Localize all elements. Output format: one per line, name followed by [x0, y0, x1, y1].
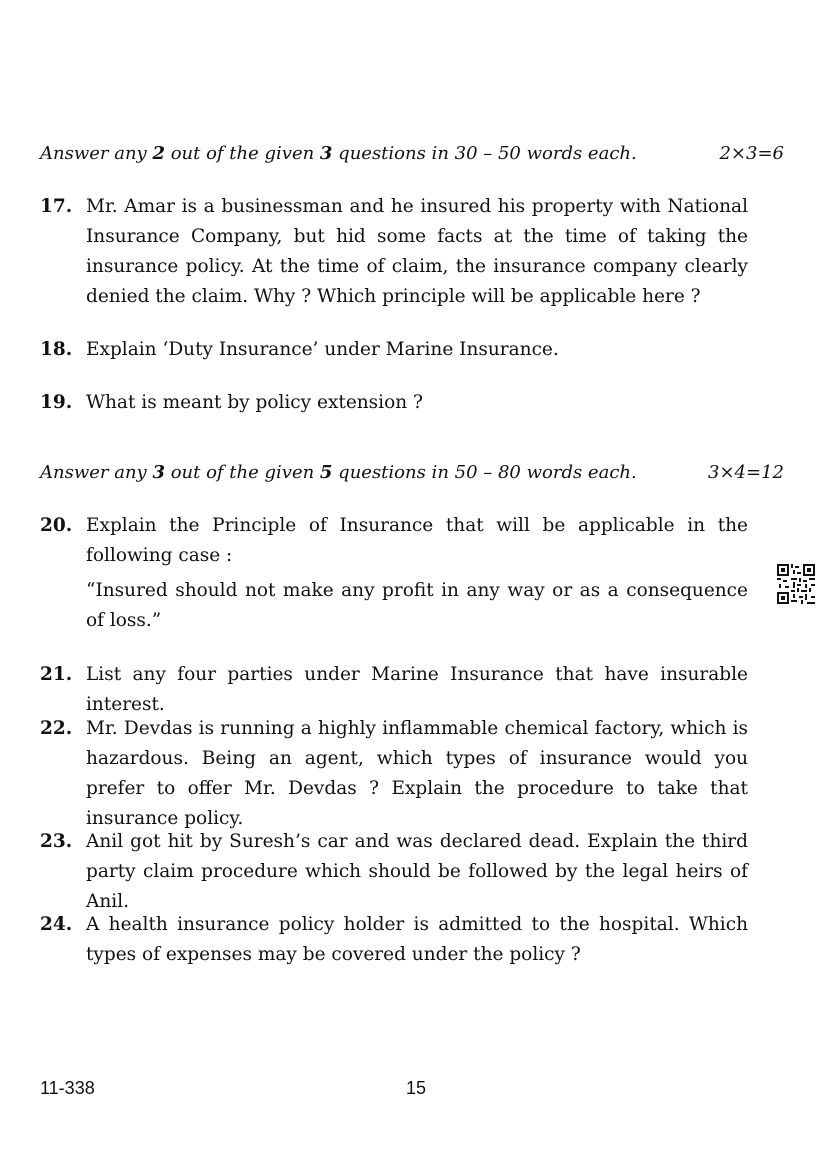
question-23: [40, 827, 748, 917]
question-text: List any four parties under Marine Insurance that have insurable interest.: [86, 664, 748, 715]
page-number: 15: [406, 1078, 427, 1098]
question-number: 21.: [40, 664, 73, 685]
question-number: 23.: [40, 831, 73, 852]
qr-code-icon: [777, 564, 815, 604]
section-instruction-2: [40, 462, 784, 483]
question-text: Explain the Principle of Insurance that will be applicable in the following case :: [86, 515, 748, 566]
question-text: Explain ‘Duty Insurance’ under Marine Insurance.: [86, 339, 559, 360]
question-text: A health insurance policy holder is admitted to the hospital. Which types of expenses may be covered under the policy ?: [86, 914, 748, 965]
question-number: 17.: [40, 196, 73, 217]
marks-label: 3×4=12: [708, 462, 784, 483]
question-17: [40, 192, 748, 312]
instruction-text: Answer any 3 out of the given 5 questions in 50 – 80 words each.: [40, 462, 637, 483]
question-24: [40, 910, 748, 970]
question-number: 18.: [40, 339, 73, 360]
marks-label: 2×3=6: [719, 143, 784, 164]
question-number: 20.: [40, 515, 73, 536]
question-18: [40, 335, 748, 365]
question-20: [40, 511, 748, 636]
instruction-text: Answer any 2 out of the given 3 questions in 30 – 50 words each.: [40, 143, 637, 164]
question-19: [40, 388, 748, 418]
question-number: 24.: [40, 914, 73, 935]
section-instruction-1: [40, 143, 784, 164]
question-number: 22.: [40, 718, 73, 739]
question-text: Mr. Amar is a businessman and he insured his property with National Insurance Company, but hid some facts at the time of taking the insurance policy. At the time of claim, the insurance company clearly denied the claim. Why ? Which principle will be applicable here ?: [86, 196, 748, 307]
paper-code: 11-338: [40, 1078, 95, 1098]
question-number: 19.: [40, 392, 73, 413]
question-text: What is meant by policy extension ?: [86, 392, 423, 413]
question-quote: “Insured should not make any profit in any way or as a consequence of loss.”: [86, 580, 748, 631]
question-text: Anil got hit by Suresh’s car and was declared dead. Explain the third party claim procedure which should be followed by the legal heirs of Anil.: [86, 831, 748, 912]
question-21: [40, 660, 748, 720]
question-text: Mr. Devdas is running a highly inflammable chemical factory, which is hazardous. Being an agent, which types of insurance would you prefer to offer Mr. Devdas ? Explain the procedure to take that insurance policy.: [86, 718, 748, 829]
question-22: [40, 714, 748, 834]
